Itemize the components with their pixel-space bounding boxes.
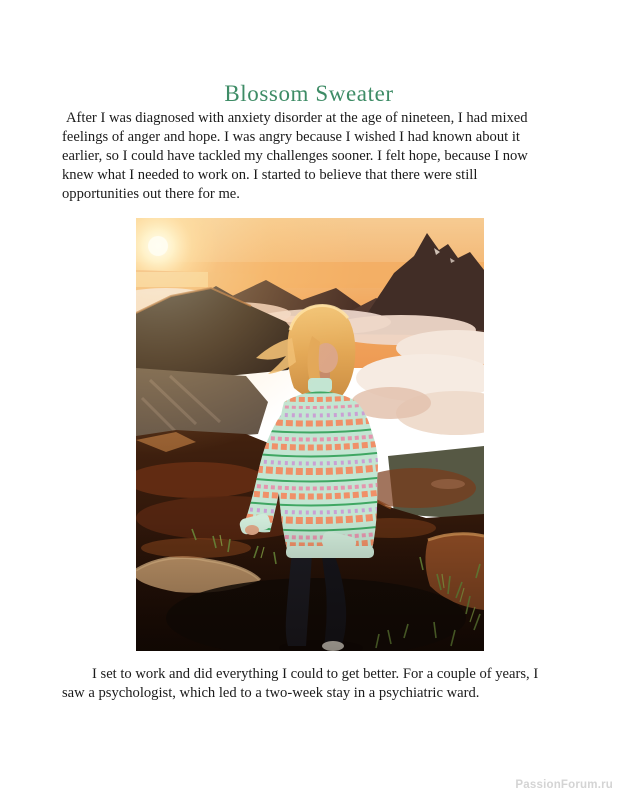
paragraph-2: I set to work and did everything I could to get better. For a couple of years, I saw a psychologist, which led to a two-week stay in a psychiatric ward. — [62, 666, 539, 701]
sunset-photo-art — [136, 218, 484, 651]
page-title: Blossom Sweater — [224, 81, 394, 107]
paragraph-1: After I was diagnosed with anxiety disorder at the age of nineteen, I had mixed feelings of anger and hope. I was angry because I wished I had known about it earlier, so I could have tackled my challenges sooner. I felt hope, because I now knew what I needed to work on. I started to believe that there were still opportunities out there for me. — [62, 110, 528, 202]
sunset-photo — [136, 218, 484, 651]
watermark: PassionForum.ru — [515, 779, 613, 791]
vignette — [136, 518, 484, 651]
